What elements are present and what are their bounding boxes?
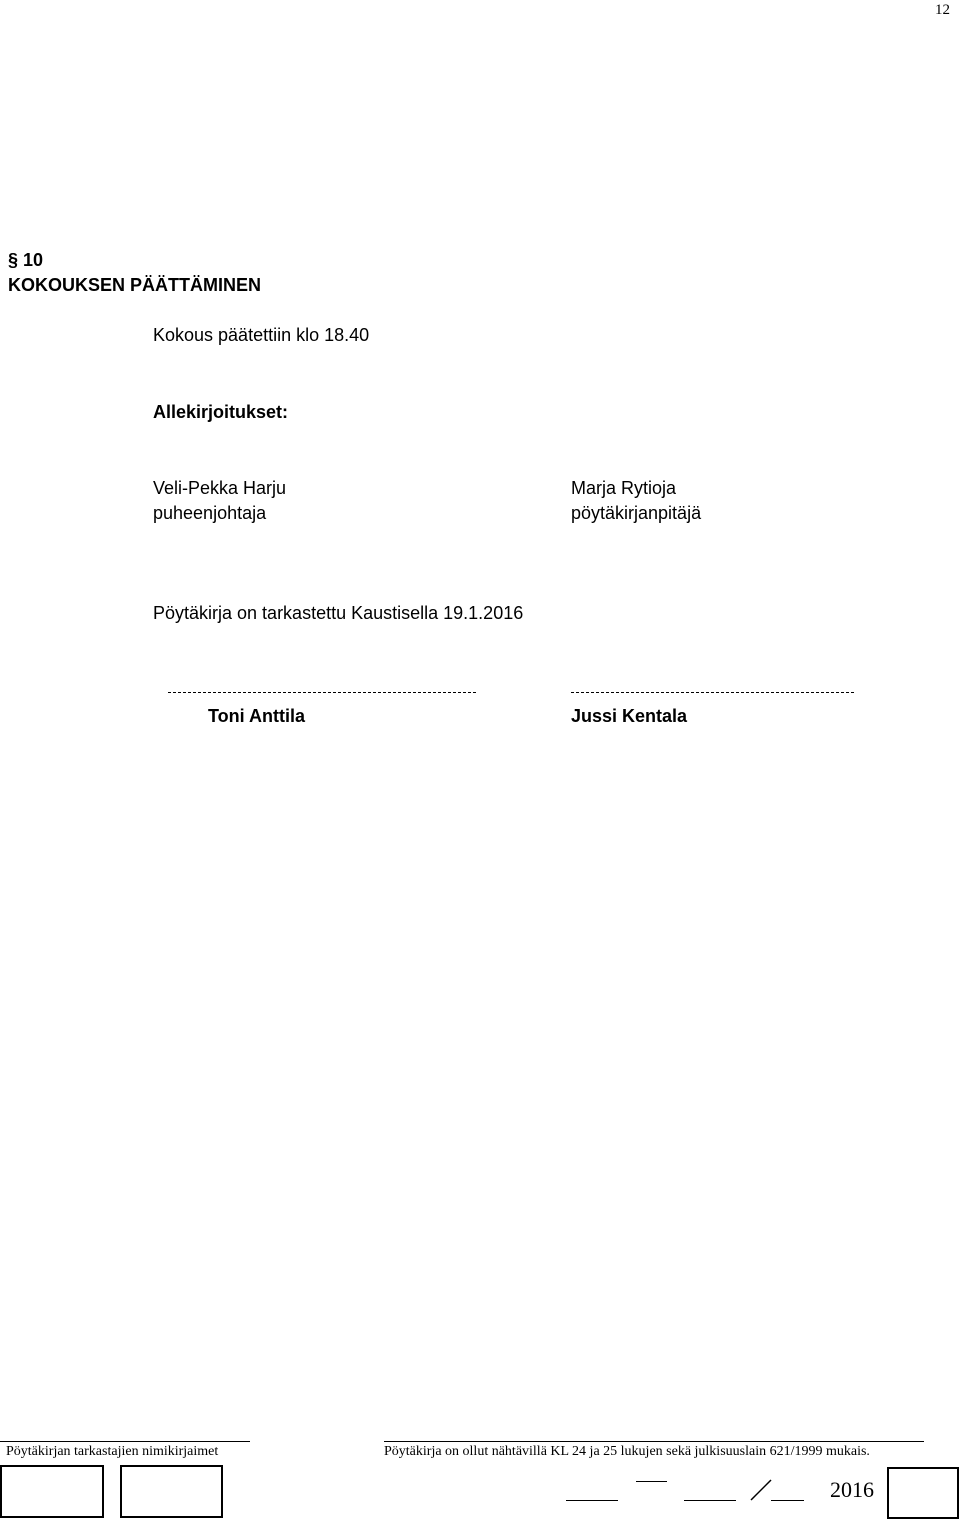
chair-role: puheenjohtaja xyxy=(153,503,267,523)
date-day-blank[interactable] xyxy=(566,1500,618,1501)
initials-box-2[interactable] xyxy=(120,1465,223,1518)
checker-1-name: Toni Anttila xyxy=(208,706,305,726)
section-number: § 10 xyxy=(8,250,44,270)
footer-posting-label: Pöytäkirja on ollut nähtävillä KL 24 ja 25 lukujen sekä julkisuuslain 621/1999 mukais. xyxy=(384,1444,870,1459)
footer-rule-right xyxy=(384,1441,924,1442)
chair-name: Veli-Pekka Harju xyxy=(153,478,287,498)
meeting-end-text: Kokous päätettiin klo 18.40 xyxy=(153,325,370,345)
signature-line-checker-1 xyxy=(168,692,476,693)
section-title: KOKOUKSEN PÄÄTTÄMINEN xyxy=(8,275,262,295)
date-month-blank[interactable] xyxy=(684,1500,736,1501)
secretary-role: pöytäkirjanpitäjä xyxy=(571,503,702,523)
footer-rule-left xyxy=(0,1441,250,1442)
date-slash xyxy=(749,1478,773,1502)
date-blank-raised xyxy=(636,1481,667,1482)
initials-box-1[interactable] xyxy=(0,1465,104,1518)
signature-line-checker-2 xyxy=(571,692,854,693)
initials-box-3[interactable] xyxy=(887,1467,959,1519)
signatures-heading: Allekirjoitukset: xyxy=(153,402,289,422)
page-number: 12 xyxy=(935,2,950,18)
checker-2-name: Jussi Kentala xyxy=(571,706,688,726)
secretary-name: Marja Rytioja xyxy=(571,478,677,498)
date-blank-after-slash[interactable] xyxy=(771,1500,804,1501)
footer-initials-label: Pöytäkirjan tarkastajien nimikirjaimet xyxy=(6,1444,219,1459)
posting-year: 2016 xyxy=(830,1477,874,1502)
review-statement: Pöytäkirja on tarkastettu Kaustisella 19.1.2016 xyxy=(153,603,524,623)
